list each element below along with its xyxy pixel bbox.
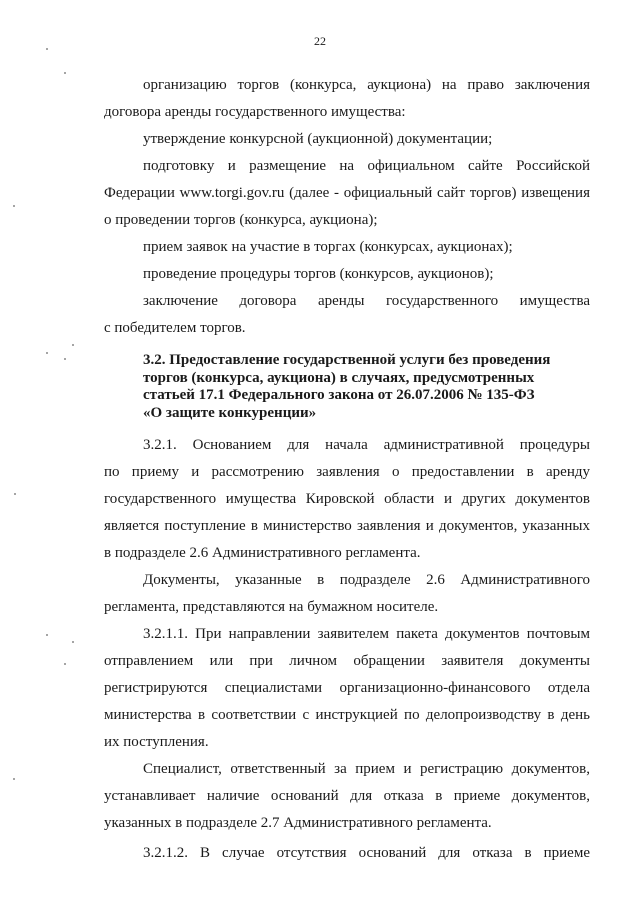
text-line: по приему и рассмотрению заявления о предоставлении в аренду xyxy=(104,464,590,480)
text-line: государственного имущества Кировской области и других документов xyxy=(104,491,590,507)
text-line: проведение процедуры торгов (конкурсов, аукционов); xyxy=(143,266,494,282)
scan-speck xyxy=(14,493,16,495)
text-line: 3.2.1. Основанием для начала административной процедуры xyxy=(143,437,590,453)
text-line: подготовку и размещение на официальном сайте Российской xyxy=(143,158,590,174)
scan-speck xyxy=(72,344,74,346)
scan-speck xyxy=(46,352,48,354)
text-line: является поступление в министерство заявления и документов, указанных xyxy=(104,518,590,534)
section-heading-line: торгов (конкурса, аукциона) в случаях, предусмотренных xyxy=(143,370,535,386)
scan-speck xyxy=(64,358,66,360)
text-line: организацию торгов (конкурса, аукциона) на право заключения xyxy=(143,77,590,93)
scan-speck xyxy=(46,48,48,50)
text-line: с победителем торгов. xyxy=(104,320,246,336)
scan-speck xyxy=(46,634,48,636)
text-line: отправлением или при личном обращении заявителя документы xyxy=(104,653,590,669)
text-line: 3.2.1.1. При направлении заявителем пакета документов почтовым xyxy=(143,626,590,642)
page-number: 22 xyxy=(314,34,326,48)
text-line: заключение договора аренды государственного имущества xyxy=(143,293,590,309)
section-heading-line: статьей 17.1 Федерального закона от 26.07.2006 № 135-ФЗ xyxy=(143,387,535,403)
text-line: министерства в соответствии с инструкцией по делопроизводству в день xyxy=(104,707,590,723)
section-heading-line: 3.2. Предоставление государственной услуги без проведения xyxy=(143,352,551,368)
scan-speck xyxy=(13,778,15,780)
text-line: их поступления. xyxy=(104,734,209,750)
scan-speck xyxy=(64,72,66,74)
section-heading-line: «О защите конкуренции» xyxy=(143,405,317,421)
scan-speck xyxy=(72,641,74,643)
text-line: Документы, указанные в подразделе 2.6 Административного xyxy=(143,572,590,588)
text-line: регистрируются специалистами организационно-финансового отдела xyxy=(104,680,590,696)
text-line: Специалист, ответственный за прием и регистрацию документов, xyxy=(143,761,590,777)
text-line: договора аренды государственного имущества: xyxy=(104,104,406,120)
scan-speck xyxy=(13,205,15,207)
text-line: Федерации www.torgi.gov.ru (далее - официальный сайт торгов) извещения xyxy=(104,185,590,201)
text-line: о проведении торгов (конкурса, аукциона); xyxy=(104,212,378,228)
scan-speck xyxy=(64,663,66,665)
text-line: прием заявок на участие в торгах (конкурсах, аукционах); xyxy=(143,239,513,255)
text-line: в подразделе 2.6 Административного регламента. xyxy=(104,545,421,561)
text-line: утверждение конкурсной (аукционной) документации; xyxy=(143,131,493,147)
text-line: 3.2.1.2. В случае отсутствия оснований для отказа в приеме xyxy=(143,845,590,861)
text-line: регламента, представляются на бумажном носителе. xyxy=(104,599,439,615)
text-line: указанных в подразделе 2.7 Административного регламента. xyxy=(104,815,492,831)
text-line: устанавливает наличие оснований для отказа в приеме документов, xyxy=(104,788,590,804)
